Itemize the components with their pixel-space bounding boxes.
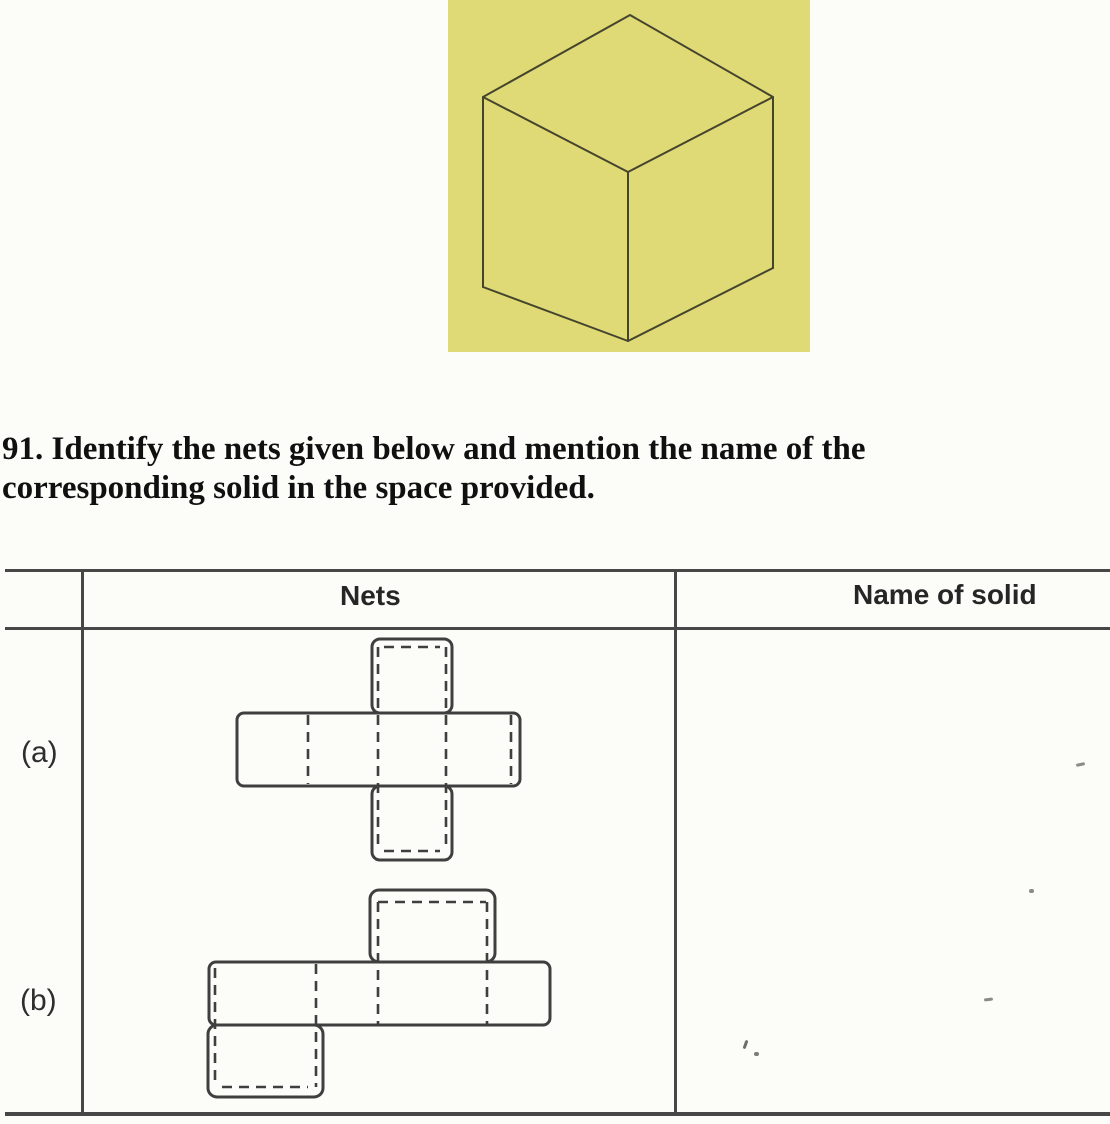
table-bottom-border bbox=[5, 1112, 1110, 1116]
question-text bbox=[2, 430, 866, 508]
table-divider-label-column bbox=[81, 569, 84, 1116]
scan-speck bbox=[1029, 889, 1034, 893]
net-b-horizontal-bar bbox=[209, 962, 550, 1025]
net-b-drawing bbox=[200, 880, 560, 1105]
row-label-a: (a) bbox=[21, 736, 58, 769]
cube-bottom-right-edge bbox=[628, 268, 773, 341]
question-line-2: corresponding solid in the space provided. bbox=[2, 470, 595, 506]
table-top-border bbox=[5, 569, 1110, 572]
cube-bottom-left-edge bbox=[483, 287, 628, 341]
scan-speck bbox=[754, 1052, 759, 1056]
question-line-1: 91. Identify the nets given below and mention the name of the bbox=[2, 431, 866, 467]
cube-top-face bbox=[483, 15, 773, 172]
cube-drawing bbox=[448, 0, 810, 352]
column-header-name-of-solid: Name of solid bbox=[853, 579, 1037, 610]
net-a-bottom-square bbox=[372, 786, 452, 860]
column-header-nets: Nets bbox=[340, 580, 401, 611]
net-a-top-square bbox=[372, 639, 452, 713]
answer-space-b bbox=[677, 872, 1110, 1112]
cube-figure bbox=[448, 0, 810, 352]
answer-space-a bbox=[677, 630, 1110, 870]
net-a-drawing bbox=[230, 630, 530, 870]
row-label-b: (b) bbox=[20, 984, 57, 1017]
